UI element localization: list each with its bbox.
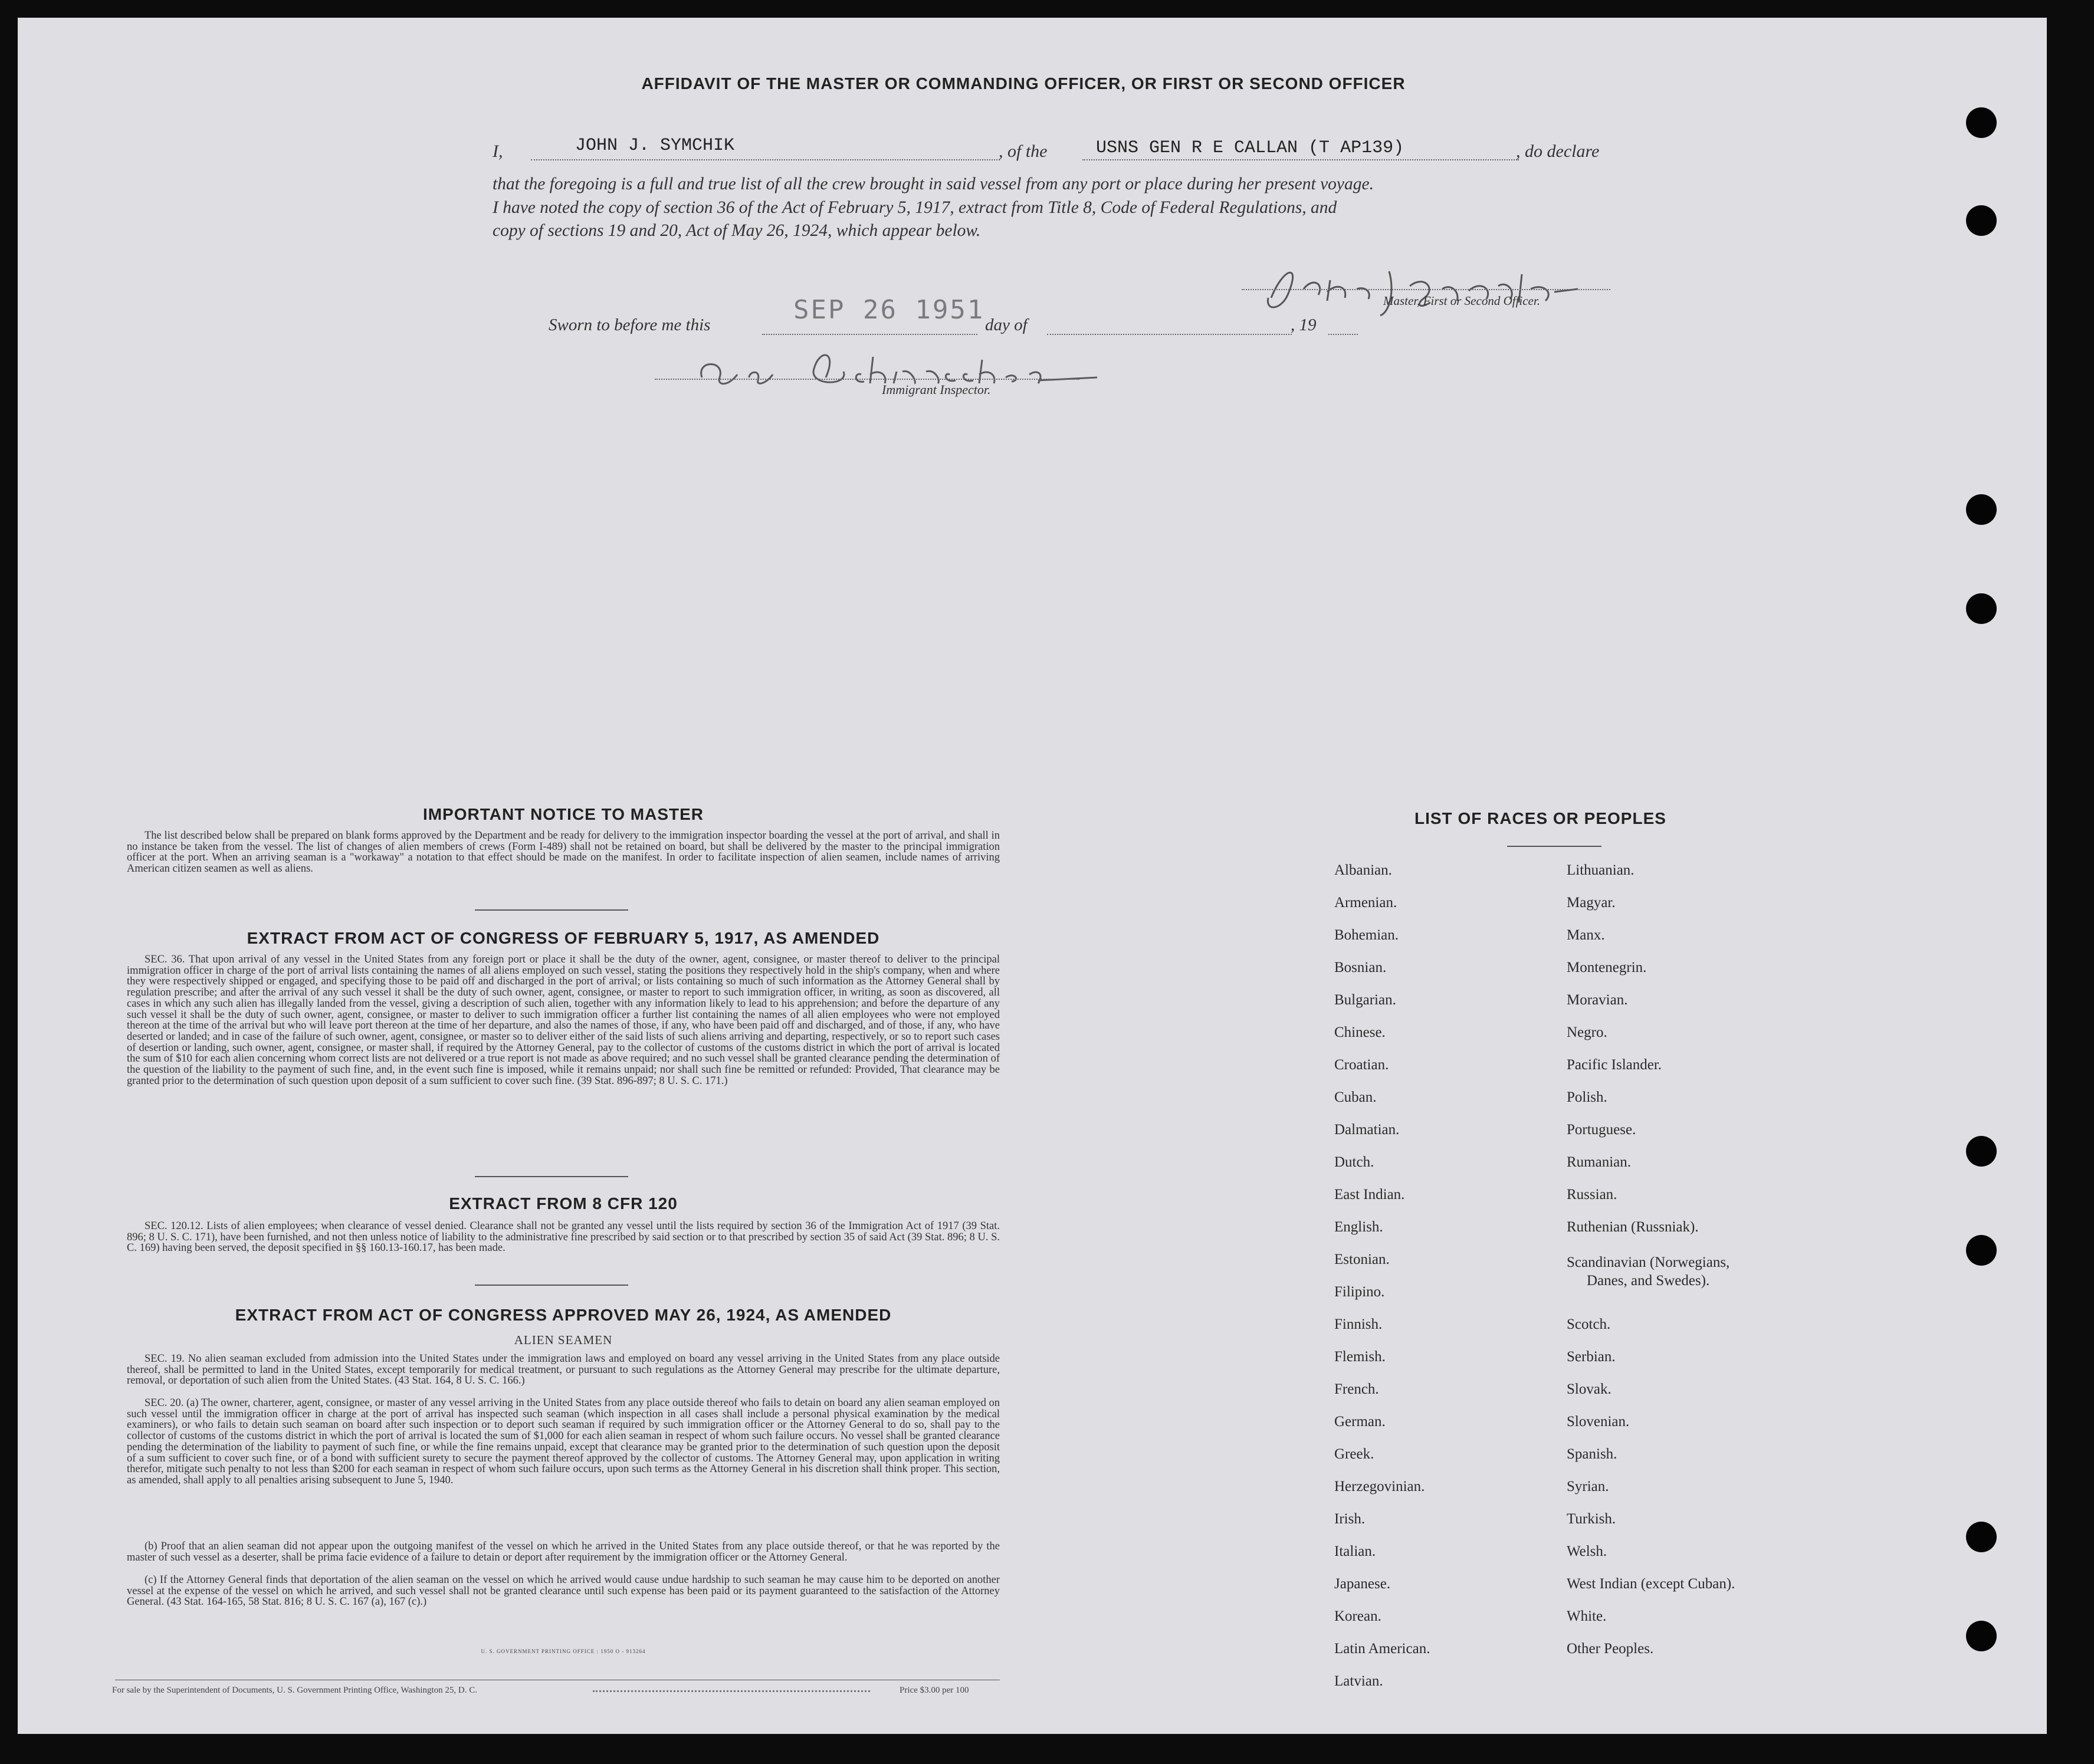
race-item: West Indian (except Cuban). [1567, 1576, 1735, 1592]
vessel-dotted-line [1082, 159, 1519, 160]
binder-hole [1966, 494, 1997, 525]
race-item: Latin American. [1334, 1641, 1430, 1657]
race-item: Rumanian. [1567, 1154, 1632, 1170]
race-item: Welsh. [1567, 1543, 1607, 1559]
race-item: Dalmatian. [1334, 1122, 1400, 1138]
month-dotted-line [1047, 334, 1292, 335]
race-item: Russian. [1567, 1187, 1617, 1203]
races-heading: LIST OF RACES OR PEOPLES [1414, 809, 1666, 827]
race-item: Montenegrin. [1567, 960, 1647, 975]
race-item: Manx. [1567, 927, 1605, 943]
race-item: Danes, and Swedes). [1587, 1273, 1710, 1289]
race-item: Latvian. [1334, 1673, 1383, 1689]
sec20b-body: (b) Proof that an alien seaman did not appear upon the outgoing manifest of the vessel on which he arrived in the United States from any place outside thereof, or that he was reported by the master of such vessel as a deserter, shall be prima facie evidence of a failure to detain or deport after requirement by the immigration officer or the Attorney General. [127, 1540, 1000, 1563]
alien-seamen-subheading: ALIEN SEAMEN [514, 1333, 613, 1347]
of-the-label: , of the [999, 142, 1048, 161]
extract-1917-heading: EXTRACT FROM ACT OF CONGRESS OF FEBRUARY 5, 1917, AS AMENDED [247, 929, 880, 947]
extract-1924-heading: EXTRACT FROM ACT OF CONGRESS APPROVED MAY 26, 1924, AS AMENDED [235, 1306, 892, 1324]
document-page [18, 18, 2047, 1734]
race-item: Bohemian. [1334, 927, 1399, 943]
race-item: Scotch. [1567, 1316, 1611, 1332]
race-item: Moravian. [1567, 992, 1628, 1008]
divider [475, 1285, 628, 1286]
sec20c-body: (c) If the Attorney General finds that deportation of the alien seaman on the vessel on which he arrived would cause undue hardship to such seaman he may cause him to be deported on another vessel at the expense of the vessel on which he arrived, and such vessel shall not be granted clearance until such expense has been paid or its payment guaranteed to the satisfaction of the Attorney General. (43 Stat. 164-165, 58 Stat. 816; 8 U. S. C. 167 (a), 167 (c).) [127, 1574, 1000, 1608]
race-item: Cuban. [1334, 1089, 1377, 1105]
binder-hole [1966, 107, 1997, 138]
race-item: Finnish. [1334, 1316, 1383, 1332]
divider [475, 909, 628, 911]
race-item: Other Peoples. [1567, 1641, 1654, 1657]
do-declare-label: , do declare [1516, 142, 1600, 161]
master-signature-dotted-line [1242, 289, 1610, 290]
race-item: Filipino. [1334, 1284, 1385, 1300]
gpo-line: U. S. GOVERNMENT PRINTING OFFICE : 1950 O - 913264 [481, 1648, 646, 1654]
race-item: German. [1334, 1414, 1386, 1430]
race-item: Italian. [1334, 1543, 1376, 1559]
extract-cfr-heading: EXTRACT FROM 8 CFR 120 [449, 1194, 678, 1213]
binder-hole [1966, 593, 1997, 624]
race-item: Lithuanian. [1567, 862, 1634, 878]
race-item: Chinese. [1334, 1024, 1386, 1040]
race-item: Magyar. [1567, 895, 1616, 911]
races-divider [1507, 846, 1601, 847]
race-item: Syrian. [1567, 1479, 1609, 1494]
binder-hole [1966, 1136, 1997, 1167]
race-item: Dutch. [1334, 1154, 1374, 1170]
i-label: I, [493, 142, 503, 161]
race-item: English. [1334, 1219, 1383, 1235]
footer-leader-dots [593, 1682, 870, 1692]
day-of-label: day of [985, 316, 1028, 334]
race-item: Bosnian. [1334, 960, 1387, 975]
master-name: JOHN J. SYMCHIK [575, 136, 735, 156]
race-item: Slovak. [1567, 1381, 1611, 1397]
race-item: Ruthenian (Russniak). [1567, 1219, 1699, 1235]
binder-hole [1966, 1235, 1997, 1266]
date-stamp: SEP 26 1951 [793, 295, 985, 325]
notice-heading: IMPORTANT NOTICE TO MASTER [422, 805, 704, 823]
race-item: Japanese. [1334, 1576, 1391, 1592]
binder-hole [1966, 1621, 1997, 1651]
notice-body: The list described below shall be prepared on blank forms approved by the Department and be ready for delivery to the immigration inspector boarding the vessel at the port of arrival, and shall in no instance be taken from the vessel. The list of changes of alien members of crews (Form I-489) shall not be retained on board, but shall be delivered by the master to the principal immigration officer at the port. When an arriving seaman is a "workaway" a notation to that effect should be made on the manifest. In order to facilitate inspection of alien seamen, include names of arriving American citizen seamen as well as aliens. [127, 830, 1000, 875]
race-item: Scandinavian (Norwegians, [1567, 1254, 1730, 1270]
sworn-label: Sworn to before me this [549, 316, 711, 334]
declaration-line-3: I have noted the copy of section 36 of the Act of February 5, 1917, extract from Title 8, Code of Federal Regulations, and [493, 198, 1337, 217]
race-item: Bulgarian. [1334, 992, 1396, 1008]
race-item: Spanish. [1567, 1446, 1617, 1462]
sworn-date-dotted-line [762, 334, 977, 335]
declaration-line-1 [493, 142, 503, 162]
declaration-line-4: copy of sections 19 and 20, Act of May 26, 1924, which appear below. [493, 221, 981, 240]
name-dotted-line [531, 159, 1000, 160]
race-item: White. [1567, 1608, 1607, 1624]
race-item: Slovenian. [1567, 1414, 1630, 1430]
race-item: Flemish. [1334, 1349, 1386, 1365]
vessel-name: USNS GEN R E CALLAN (T AP139) [1096, 138, 1404, 158]
extract-cfr-body: SEC. 120.12. Lists of alien employees; when clearance of vessel denied. Clearance shall not be granted any vessel until the lists required by section 36 of the Immigration Act of 1917 (39 Stat. 896; 8 U. S. C. 171), have been furnished, and not then unless notice of liability to the administrative fine prescribed by said section or to that prescribed by section 35 of said Act (39 Stat. 896; 8 U. S. C. 169) having been served, the deposit specified in §§ 160.13-160.17, has been made. [127, 1220, 1000, 1254]
race-item: Armenian. [1334, 895, 1397, 911]
race-item: Portuguese. [1567, 1122, 1636, 1138]
divider [475, 1176, 628, 1177]
binder-hole [1966, 205, 1997, 236]
race-item: Croatian. [1334, 1057, 1389, 1073]
race-item: East Indian. [1334, 1187, 1405, 1203]
extract-1917-body: SEC. 36. That upon arrival of any vessel in the United States from any foreign port or place it shall be the duty of the owner, agent, consignee, or master thereof to deliver to the principal immigration officer in charge of the port of arrival lists containing the names of all aliens employed on such vessel, stating the positions they respectively hold in the ship's company, when and where they were respectively shipped or engaged, and specifying those to be paid off and discharged in the port of arrival; or lists containing so much of such information as the Attorney General shall by regulation prescribe; and after the arrival of any such vessel it shall be the duty of such owner, agent, consignee, or master to report to such immigration officer, in writing, as soon as discovered, all cases in which any such alien has illegally landed from the vessel, giving a description of such alien, together with any information likely to lead to his apprehension; and before the departure of any such vessel it shall be the duty of such owner, agent, consignee, or master to deliver to such immigration officer a further list containing the names of all alien employees who were not employed thereon at the time of the arrival but who will leave port thereon at the time of her departure, and also the names of those, if any, who have been paid off and discharged, and of those, if any, who have deserted or landed; and in case of the failure of such owner, agent, consignee, or master so to deliver either of the said lists of such aliens arriving and departing, respectively, or so to report such cases of desertion or landing, such owner, agent, consignee, or master shall, if required by the Attorney General, pay to the collector of customs of the customs district in which the port of arrival is located the sum of $10 for each alien concerning whom correct lists are not delivered or a true report is not made as above required; and no such vessel shall be granted clearance pending the determination of the question of the liability to the payment of such fine, and, in the event such fine is imposed, while it remains unpaid; nor shall such fine be remitted or refunded: Provided, That clearance may be granted prior to the determination of such question upon deposit of a sum sufficient to cover such fine. (39 Stat. 896-897; 8 U. S. C. 171.) [127, 954, 1000, 1087]
race-item: Greek. [1334, 1446, 1374, 1462]
inspector-dotted-line [655, 379, 1079, 380]
race-item: Korean. [1334, 1608, 1381, 1624]
race-item: Serbian. [1567, 1349, 1616, 1365]
race-item: Herzegovinian. [1334, 1479, 1425, 1494]
footer-price: Price $3.00 per 100 [900, 1686, 969, 1695]
race-item: Negro. [1567, 1024, 1607, 1040]
race-item: French. [1334, 1381, 1379, 1397]
race-item: Albanian. [1334, 862, 1392, 878]
affidavit-title: AFFIDAVIT OF THE MASTER OR COMMANDING OFFICER, OR FIRST OR SECOND OFFICER [641, 74, 1406, 93]
race-item: Pacific Islander. [1567, 1057, 1662, 1073]
year-dotted-line [1328, 334, 1358, 335]
sec20a-body: SEC. 20. (a) The owner, charterer, agent, consignee, or master of any vessel arriving in the United States from any place outside thereof who fails to detain on board any alien seaman employed on such vessel until the immigration officer in charge at the port of arrival has inspected such seaman (which inspection in all cases shall include a personal physical examination by the medical examiners), or who fails to detain such seaman on board after such inspection or to deport such seaman if required by such immigration officer or the Attorney General to do so, shall pay to the collector of customs of the customs district in which the port of arrival is located the sum of $1,000 for each alien seaman in respect of whom such failure occurs. No vessel shall be granted clearance pending the determination of the liability to payment of such fine, or while the fine remains unpaid, except that clearance may be granted prior to the determination of such question upon the deposit of a sum sufficient to cover such fine, or of a bond with sufficient surety to secure the payment thereof approved by the collector of customs. The Attorney General may, upon application in writing therefor, mitigate such penalty to not less than $200 for each seaman in respect of whom such failure occurs, upon such terms as the Attorney General in his discretion shall think proper. This section, as amended, shall apply to all penalties arising subsequent to June 5, 1940. [127, 1397, 1000, 1486]
year-label: , 19 [1291, 316, 1317, 334]
race-item: Polish. [1567, 1089, 1607, 1105]
sec19-body: SEC. 19. No alien seaman excluded from admission into the United States under the immigration laws and employed on board any vessel arriving in the United States from any place outside thereof, shall be permitted to land in the United States, except temporarily for medical treatment, or pursuant to such regulations as the Attorney General may prescribe for the ultimate departure, removal, or deportation of such alien from the United States. (43 Stat. 164, 8 U. S. C. 166.) [127, 1353, 1000, 1387]
race-item: Estonian. [1334, 1251, 1390, 1267]
master-caption: Master, First or Second Officer. [1383, 294, 1540, 308]
race-item: Turkish. [1567, 1511, 1616, 1527]
declaration-line-2: that the foregoing is a full and true list of all the crew brought in said vessel from any port or place during her present voyage. [493, 175, 1374, 193]
race-item: Irish. [1334, 1511, 1366, 1527]
binder-hole [1966, 1522, 1997, 1552]
inspector-caption: Immigrant Inspector. [882, 382, 991, 397]
footer-sale-text: For sale by the Superintendent of Documents, U. S. Government Printing Office, Washington 25, D. C. [112, 1686, 477, 1695]
